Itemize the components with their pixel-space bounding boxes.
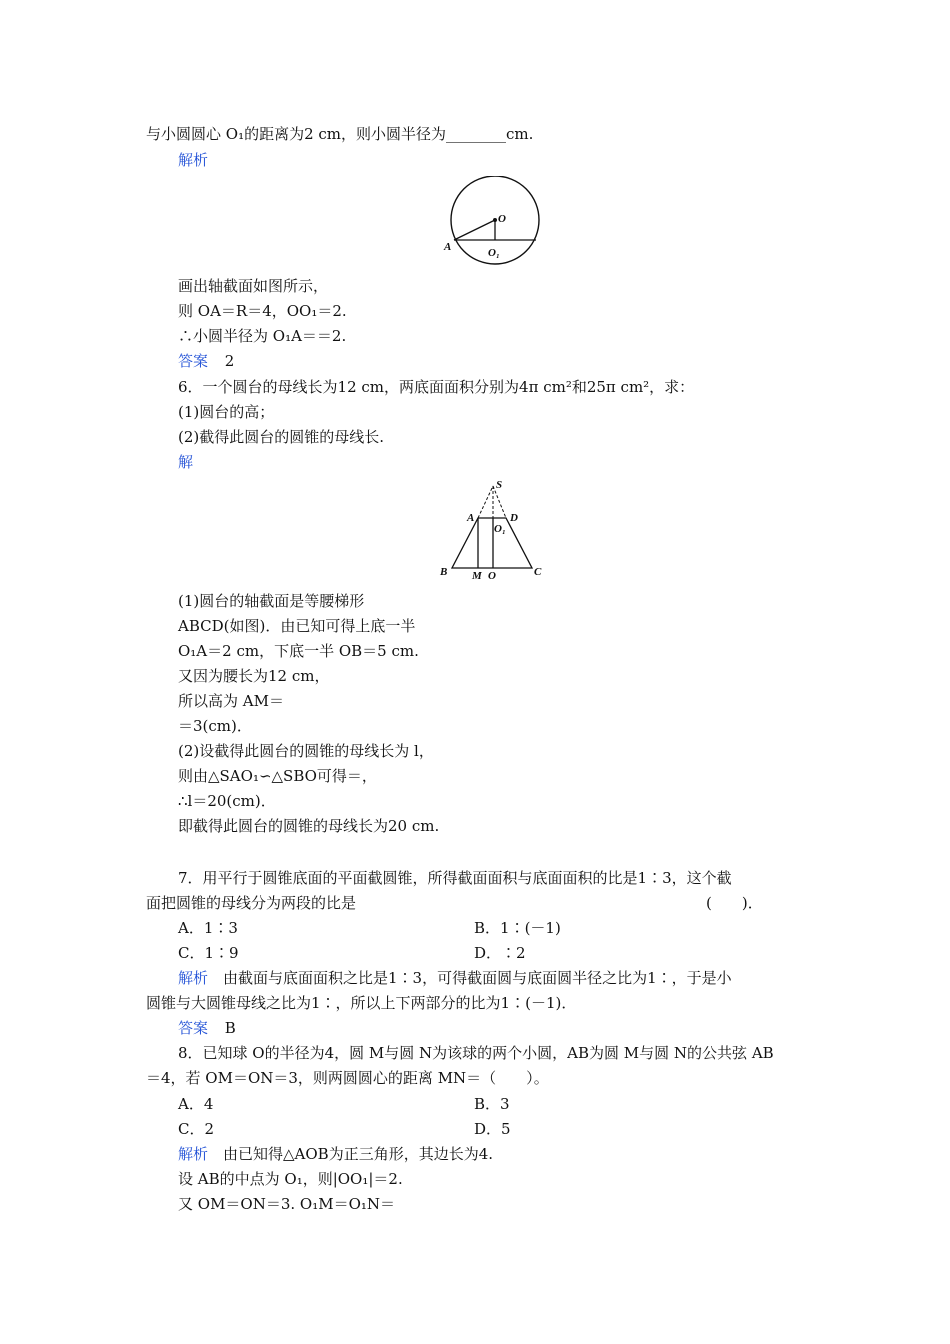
q7-bracket: ( )． bbox=[706, 894, 763, 912]
q8-analysis-text-1: 由已知得△AOB为正三角形，其边长为4. bbox=[208, 1145, 494, 1163]
q7-analysis-label: 解析 bbox=[178, 969, 209, 987]
q7-answer bbox=[178, 1018, 236, 1038]
q6-fig-label-o: O bbox=[488, 570, 496, 582]
q5-step-3: ∴小圆半径为 O₁A＝＝2. bbox=[178, 327, 347, 345]
q5-fig-label-o1: O₁ bbox=[488, 247, 500, 259]
q6-step-4: 又因为腰长为12 cm， bbox=[178, 667, 330, 685]
q6-solution-label: 解 bbox=[178, 453, 194, 471]
q8-stem-line-1: 8．已知球 O的半径为4，圆 M与圆 N为该球的两个小圆，AB为圆 M与圆 N的公共弦 AB bbox=[178, 1044, 774, 1062]
q7-option-c: C．1∶9 bbox=[178, 944, 239, 962]
q6-step-3: O₁A＝2 cm，下底一半 OB＝5 cm. bbox=[178, 642, 419, 660]
q7-stem-line-1: 7．用平行于圆锥底面的平面截圆锥，所得截面面积与底面面积的比是1∶3，这个截 bbox=[178, 869, 732, 887]
q8-option-a: A．4 bbox=[178, 1095, 214, 1113]
q8-step-2: 又 OM＝ON＝3. O₁M＝O₁N＝ bbox=[178, 1195, 396, 1213]
q7-analysis-line-1 bbox=[178, 968, 732, 988]
q7-answer-label: 答案 bbox=[178, 1019, 209, 1037]
q6-step-2: ABCD(如图)．由已知可得上底一半 bbox=[178, 617, 416, 635]
q6-fig-label-s: S bbox=[496, 479, 503, 491]
q6-part-1: (1)圆台的高； bbox=[178, 403, 275, 421]
q5-answer bbox=[178, 351, 234, 371]
q5-analysis-label: 解析 bbox=[178, 151, 209, 169]
q8-option-b: B．3 bbox=[474, 1095, 510, 1113]
q8-analysis-label: 解析 bbox=[178, 1145, 209, 1163]
q7-analysis-line-2: 圆锥与大圆锥母线之比为1∶，所以上下两部分的比为1∶(－1)． bbox=[146, 994, 577, 1012]
q5-answer-label: 答案 bbox=[178, 352, 209, 370]
q7-answer-value: B bbox=[224, 1019, 236, 1037]
q5-step-2: 则 OA＝R＝4，OO₁＝2. bbox=[178, 302, 347, 320]
q6-fig-label-a: A bbox=[467, 512, 475, 524]
q6-frustum-figure bbox=[436, 478, 548, 584]
q5-sphere-figure bbox=[440, 176, 550, 268]
q5-stem: 与小圆圆心 O₁的距离为2 cm，则小圆半径为________cm. bbox=[146, 125, 534, 143]
q6-step-8: 则由△SAO₁∽△SBO可得＝， bbox=[178, 767, 377, 785]
q6-step-6: ＝3(cm)． bbox=[178, 717, 252, 735]
q8-stem-line-2: ＝4，若 OM＝ON＝3，则两圆圆心的距离 MN＝（ ）。 bbox=[146, 1069, 549, 1087]
q6-fig-label-b: B bbox=[440, 566, 448, 578]
q5-fig-label-a: A bbox=[444, 241, 452, 253]
q8-step-1: 设 AB的中点为 O₁，则|OO₁|＝2. bbox=[178, 1170, 403, 1188]
q6-fig-label-c: C bbox=[534, 566, 542, 578]
q6-step-1: (1)圆台的轴截面是等腰梯形 bbox=[178, 592, 365, 610]
q6-fig-label-d: D bbox=[510, 512, 518, 524]
q5-fig-label-o: O bbox=[498, 213, 506, 225]
q8-option-c: C．2 bbox=[178, 1120, 215, 1138]
q6-part-2: (2)截得此圆台的圆锥的母线长. bbox=[178, 428, 385, 446]
q7-option-b: B．1∶(－1) bbox=[474, 919, 561, 937]
q6-step-10: 即截得此圆台的圆锥的母线长为20 cm. bbox=[178, 817, 440, 835]
q6-fig-label-o1: O₁ bbox=[494, 523, 506, 535]
q6-step-7: (2)设截得此圆台的圆锥的母线长为 l， bbox=[178, 742, 434, 760]
q8-analysis-line-1 bbox=[178, 1144, 493, 1164]
q7-option-d: D．∶2 bbox=[474, 944, 526, 962]
q7-stem-line-2: 面把圆锥的母线分为两段的比是 bbox=[146, 894, 357, 912]
q6-stem: 6．一个圆台的母线长为12 cm，两底面面积分别为4π cm²和25π cm²，求： bbox=[178, 378, 695, 396]
q8-option-d: D．5 bbox=[474, 1120, 511, 1138]
q5-answer-value: 2 bbox=[224, 352, 235, 370]
q7-analysis-text-1: 由截面与底面面积之比是1∶3，可得截面圆与底面圆半径之比为1∶，于是小 bbox=[208, 969, 732, 987]
q6-step-5: 所以高为 AM＝ bbox=[178, 692, 284, 710]
q6-step-9: ∴l＝20(cm)． bbox=[178, 792, 276, 810]
q7-option-a: A．1∶3 bbox=[178, 919, 238, 937]
q6-fig-label-m: M bbox=[472, 570, 482, 582]
q5-step-1: 画出轴截面如图所示， bbox=[178, 277, 329, 295]
